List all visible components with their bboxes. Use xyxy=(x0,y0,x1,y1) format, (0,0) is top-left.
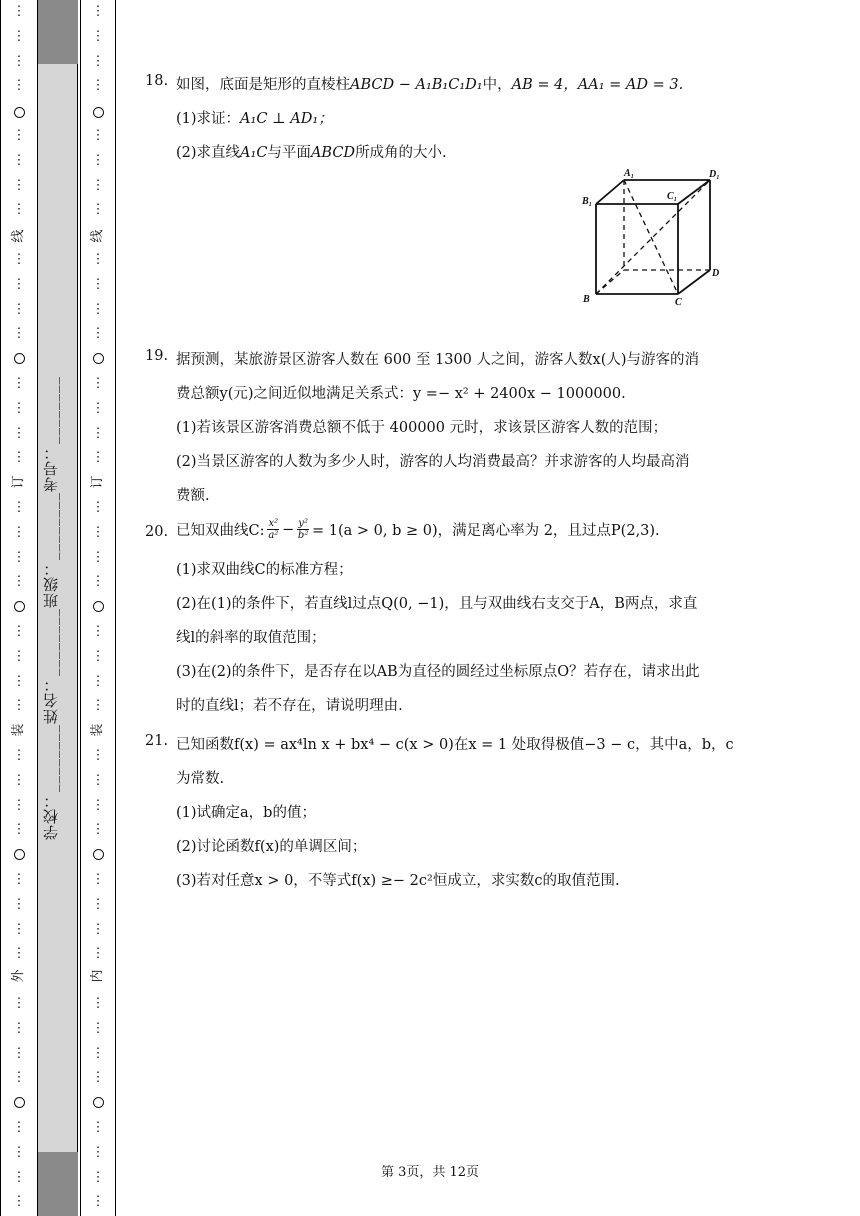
outer-dot-marker: ⋮ xyxy=(12,500,26,515)
inner-dot-marker: ⋮ xyxy=(91,500,105,515)
inner-binding-label: 线 xyxy=(90,229,105,243)
q18-p1-a: (1)求证： xyxy=(176,111,241,127)
q18-stem xyxy=(176,73,683,94)
outer-binding-label: 外 xyxy=(11,969,26,983)
inner-dot-marker: ⋮ xyxy=(91,996,105,1011)
outer-dot-marker: ⋮ xyxy=(12,4,26,19)
outer-dot-marker: ⋮ xyxy=(12,549,26,565)
q20-line6: 时的直线l；若不存在，请说明理由. xyxy=(176,698,403,714)
outer-dot-marker: ⋮ xyxy=(12,450,26,466)
inner-dot-marker: ⋮ xyxy=(91,128,105,143)
inner-dot-marker: ⋮ xyxy=(91,748,105,763)
inner-circle-marker xyxy=(93,107,104,118)
outer-dot-marker: ⋮ xyxy=(12,896,26,912)
outer-dot-marker: ⋮ xyxy=(12,425,26,441)
inner-dot-marker: ⋮ xyxy=(91,822,105,838)
inner-binding-label: 内 xyxy=(90,969,105,983)
inner-dot-marker: ⋮ xyxy=(91,772,105,788)
inner-dot-marker: ⋮ xyxy=(91,1169,105,1185)
inner-dot-marker: ⋮ xyxy=(91,1120,105,1135)
q21-line3: (1)试确定a，b的值； xyxy=(176,805,316,821)
q18-part2 xyxy=(176,141,447,162)
outer-dot-marker: ⋮ xyxy=(12,376,26,391)
inner-dot-marker: ⋮ xyxy=(91,1070,105,1086)
outer-dot-marker: ⋮ xyxy=(12,1169,26,1185)
outer-dot-marker: ⋮ xyxy=(12,524,26,540)
q20-frac1-den: a² xyxy=(268,530,279,541)
outer-dot-marker: ⋮ xyxy=(12,748,26,763)
q20-l1-b: = 1(a > 0, b ≥ 0)，满足离心率为 2，且过点P(2,3). xyxy=(311,523,660,539)
outer-dot-marker: ⋮ xyxy=(12,822,26,838)
outer-dot-marker: ⋮ xyxy=(12,921,26,937)
q21-line1: 已知函数f(x) = ax⁴ln x + bx⁴ − c(x > 0)在x = 1 处取得极值−3 − c，其中a，b，c xyxy=(176,737,734,753)
label-A1: A₁ xyxy=(624,168,635,179)
q21-line2: 为常数. xyxy=(176,771,225,787)
q18-p1-b: A₁C ⊥ AD₁； xyxy=(240,111,333,127)
inner-dot-marker: ⋮ xyxy=(91,1045,105,1061)
inner-dot-marker: ⋮ xyxy=(91,896,105,912)
outer-binding-label: 线 xyxy=(11,229,26,243)
outer-dot-marker: ⋮ xyxy=(12,1194,26,1210)
outer-dot-marker: ⋮ xyxy=(12,128,26,143)
inner-dot-marker: ⋮ xyxy=(91,1020,105,1036)
label-B1: B₁ xyxy=(582,196,593,207)
outer-dot-marker: ⋮ xyxy=(12,797,26,813)
inner-dot-marker: ⋮ xyxy=(91,624,105,639)
inner-dot-marker: ⋮ xyxy=(91,152,105,168)
inner-dot-marker: ⋮ xyxy=(91,1144,105,1160)
inner-dot-marker: ⋮ xyxy=(91,549,105,565)
q19-line5: 费额. xyxy=(176,488,210,504)
inner-dot-marker: ⋮ xyxy=(91,28,105,44)
q18-number: 18. xyxy=(145,73,169,89)
q20-line3: (2)在(1)的条件下，若直线l过点Q(0, −1)，且与双曲线右支交于A，B两点，求直 xyxy=(176,596,698,612)
q19-line2: 费总额y(元)之间近似地满足关系式：y =− x² + 2400x − 1000000. xyxy=(176,386,626,402)
label-D1: D₁ xyxy=(709,169,720,180)
inner-circle-marker xyxy=(93,353,104,364)
q19-line1: 据预测，某旅游景区游客人数在 600 至 1300 人之间，游客人数x(人)与游客的消 xyxy=(176,352,700,368)
inner-dot-marker: ⋮ xyxy=(91,946,105,962)
inner-dot-marker: ⋮ xyxy=(91,698,105,714)
label-C1: C₁ xyxy=(667,191,678,202)
q18-p2-a: (2)求直线 xyxy=(176,145,241,161)
inner-dot-marker: ⋮ xyxy=(91,921,105,937)
outer-dot-marker: ⋮ xyxy=(12,53,26,69)
q20-frac1-num: x² xyxy=(268,518,279,529)
inner-dot-marker: ⋮ xyxy=(91,524,105,540)
q18-cond: AB = 4，AA₁ = AD = 3. xyxy=(511,77,684,93)
outer-dot-marker: ⋮ xyxy=(12,996,26,1011)
outer-dot-marker: ⋮ xyxy=(12,152,26,168)
q18-part1 xyxy=(176,107,333,128)
inner-binding-label: 订 xyxy=(90,475,105,489)
inner-binding-label: 装 xyxy=(90,723,105,737)
outer-dot-marker: ⋮ xyxy=(12,78,26,94)
inner-dot-marker: ⋮ xyxy=(91,574,105,590)
q19-line4: (2)当景区游客的人数为多少人时，游客的人均消费最高？并求游客的人均最高消 xyxy=(176,454,690,470)
outer-dot-marker: ⋮ xyxy=(12,400,26,416)
outer-dot-marker: ⋮ xyxy=(12,648,26,664)
q20-line1: 已知双曲线C: $\frac{\text{x²}}{\text{a²}}$ − $\frac{\text{y²}}{\text{b²}}$ = 1(a > 0, b ≥ 0)，满足离心率为 2，且过点P(2,3). xyxy=(176,518,660,541)
inner-dot-marker: ⋮ xyxy=(91,450,105,466)
inner-dot-marker: ⋮ xyxy=(91,53,105,69)
student-info-fields: 学校：________姓名：________班级：________考号：________ xyxy=(42,376,60,840)
outer-dot-marker: ⋮ xyxy=(12,1120,26,1135)
outer-dot-marker: ⋮ xyxy=(12,574,26,590)
inner-dot-marker: ⋮ xyxy=(91,1194,105,1210)
q18-stem-a: 如图，底面是矩形的直棱柱 xyxy=(176,77,350,93)
inner-dot-marker: ⋮ xyxy=(91,648,105,664)
prism-figure xyxy=(578,166,728,308)
q18-p2-c: 与平面 xyxy=(267,145,311,161)
inner-dot-marker: ⋮ xyxy=(91,425,105,441)
q20-line5: (3)在(2)的条件下，是否存在以AB为直径的圆经过坐标原点O？若存在，请求出此 xyxy=(176,664,700,680)
outer-binding-label: 订 xyxy=(11,475,26,489)
outer-binding-label: 装 xyxy=(11,723,26,737)
outer-dot-marker: ⋮ xyxy=(12,276,26,292)
inner-dot-marker: ⋮ xyxy=(91,177,105,193)
inner-dot-marker: ⋮ xyxy=(91,276,105,292)
q18-p2-b: A₁C xyxy=(240,145,268,161)
q20-line4: 线l的斜率的取值范围； xyxy=(176,630,326,646)
outer-dot-marker: ⋮ xyxy=(12,872,26,887)
outer-dot-marker: ⋮ xyxy=(12,698,26,714)
q18-p2-d: ABCD xyxy=(310,145,356,161)
outer-dot-marker: ⋮ xyxy=(12,946,26,962)
inner-dot-marker: ⋮ xyxy=(91,202,105,218)
q18-p2-e: 所成角的大小. xyxy=(355,145,447,161)
inner-dot-marker: ⋮ xyxy=(91,4,105,19)
q18-stem-b: 中， xyxy=(482,77,512,93)
label-C: C xyxy=(675,297,682,308)
outer-dot-marker: ⋮ xyxy=(12,1045,26,1061)
q21-number: 21. xyxy=(145,733,169,749)
q18-prism: ABCD − A₁B₁C₁D₁ xyxy=(350,77,483,93)
outer-circle-marker xyxy=(14,1097,25,1108)
outer-dot-marker: ⋮ xyxy=(12,772,26,788)
strip-cap-top xyxy=(38,0,78,64)
q20-frac1 xyxy=(267,518,279,541)
inner-circle-marker xyxy=(93,849,104,860)
inner-dot-marker: ⋮ xyxy=(91,673,105,689)
q20-line2: (1)求双曲线C的标准方程； xyxy=(176,562,353,578)
q19-number: 19. xyxy=(145,348,169,364)
outer-dot-marker: ⋮ xyxy=(12,673,26,689)
page-footer: 第 3页，共 12页 xyxy=(380,1165,480,1180)
q21-line5: (3)若对任意x > 0，不等式f(x) ≥− 2c²恒成立，求实数c的取值范围. xyxy=(176,873,620,889)
q20-frac2-num: y² xyxy=(298,518,308,529)
q21-line4: (2)讨论函数f(x)的单调区间； xyxy=(176,839,367,855)
outer-dot-marker: ⋮ xyxy=(12,202,26,218)
inner-circle-marker xyxy=(93,601,104,612)
q20-l1-a: 已知双曲线C: xyxy=(176,523,265,539)
outer-dot-marker: ⋮ xyxy=(12,624,26,639)
outer-circle-marker xyxy=(14,107,25,118)
label-B: B xyxy=(583,294,590,305)
outer-dot-marker: ⋮ xyxy=(12,1070,26,1086)
outer-dot-marker: ⋮ xyxy=(12,301,26,317)
outer-dot-marker: ⋮ xyxy=(12,177,26,193)
q20-number: 20. xyxy=(145,524,169,540)
inner-dot-marker: ⋮ xyxy=(91,252,105,267)
outer-circle-marker xyxy=(14,601,25,612)
inner-dot-marker: ⋮ xyxy=(91,872,105,887)
inner-dot-marker: ⋮ xyxy=(91,400,105,416)
inner-circle-marker xyxy=(93,1097,104,1108)
q19-line3: (1)若该景区游客消费总额不低于 400000 元时，求该景区游客人数的范围； xyxy=(176,420,668,436)
outer-dot-marker: ⋮ xyxy=(12,28,26,44)
outer-circle-marker xyxy=(14,849,25,860)
outer-dot-marker: ⋮ xyxy=(12,326,26,342)
q20-frac2-den: b² xyxy=(297,530,309,541)
inner-dot-marker: ⋮ xyxy=(91,326,105,342)
outer-dot-marker: ⋮ xyxy=(12,1020,26,1036)
q20-frac2 xyxy=(297,518,309,541)
label-D: D xyxy=(712,268,720,279)
inner-dot-marker: ⋮ xyxy=(91,797,105,813)
outer-circle-marker xyxy=(14,353,25,364)
inner-dot-marker: ⋮ xyxy=(91,376,105,391)
inner-dot-marker: ⋮ xyxy=(91,301,105,317)
outer-dot-marker: ⋮ xyxy=(12,1144,26,1160)
inner-dot-marker: ⋮ xyxy=(91,78,105,94)
outer-dot-marker: ⋮ xyxy=(12,252,26,267)
